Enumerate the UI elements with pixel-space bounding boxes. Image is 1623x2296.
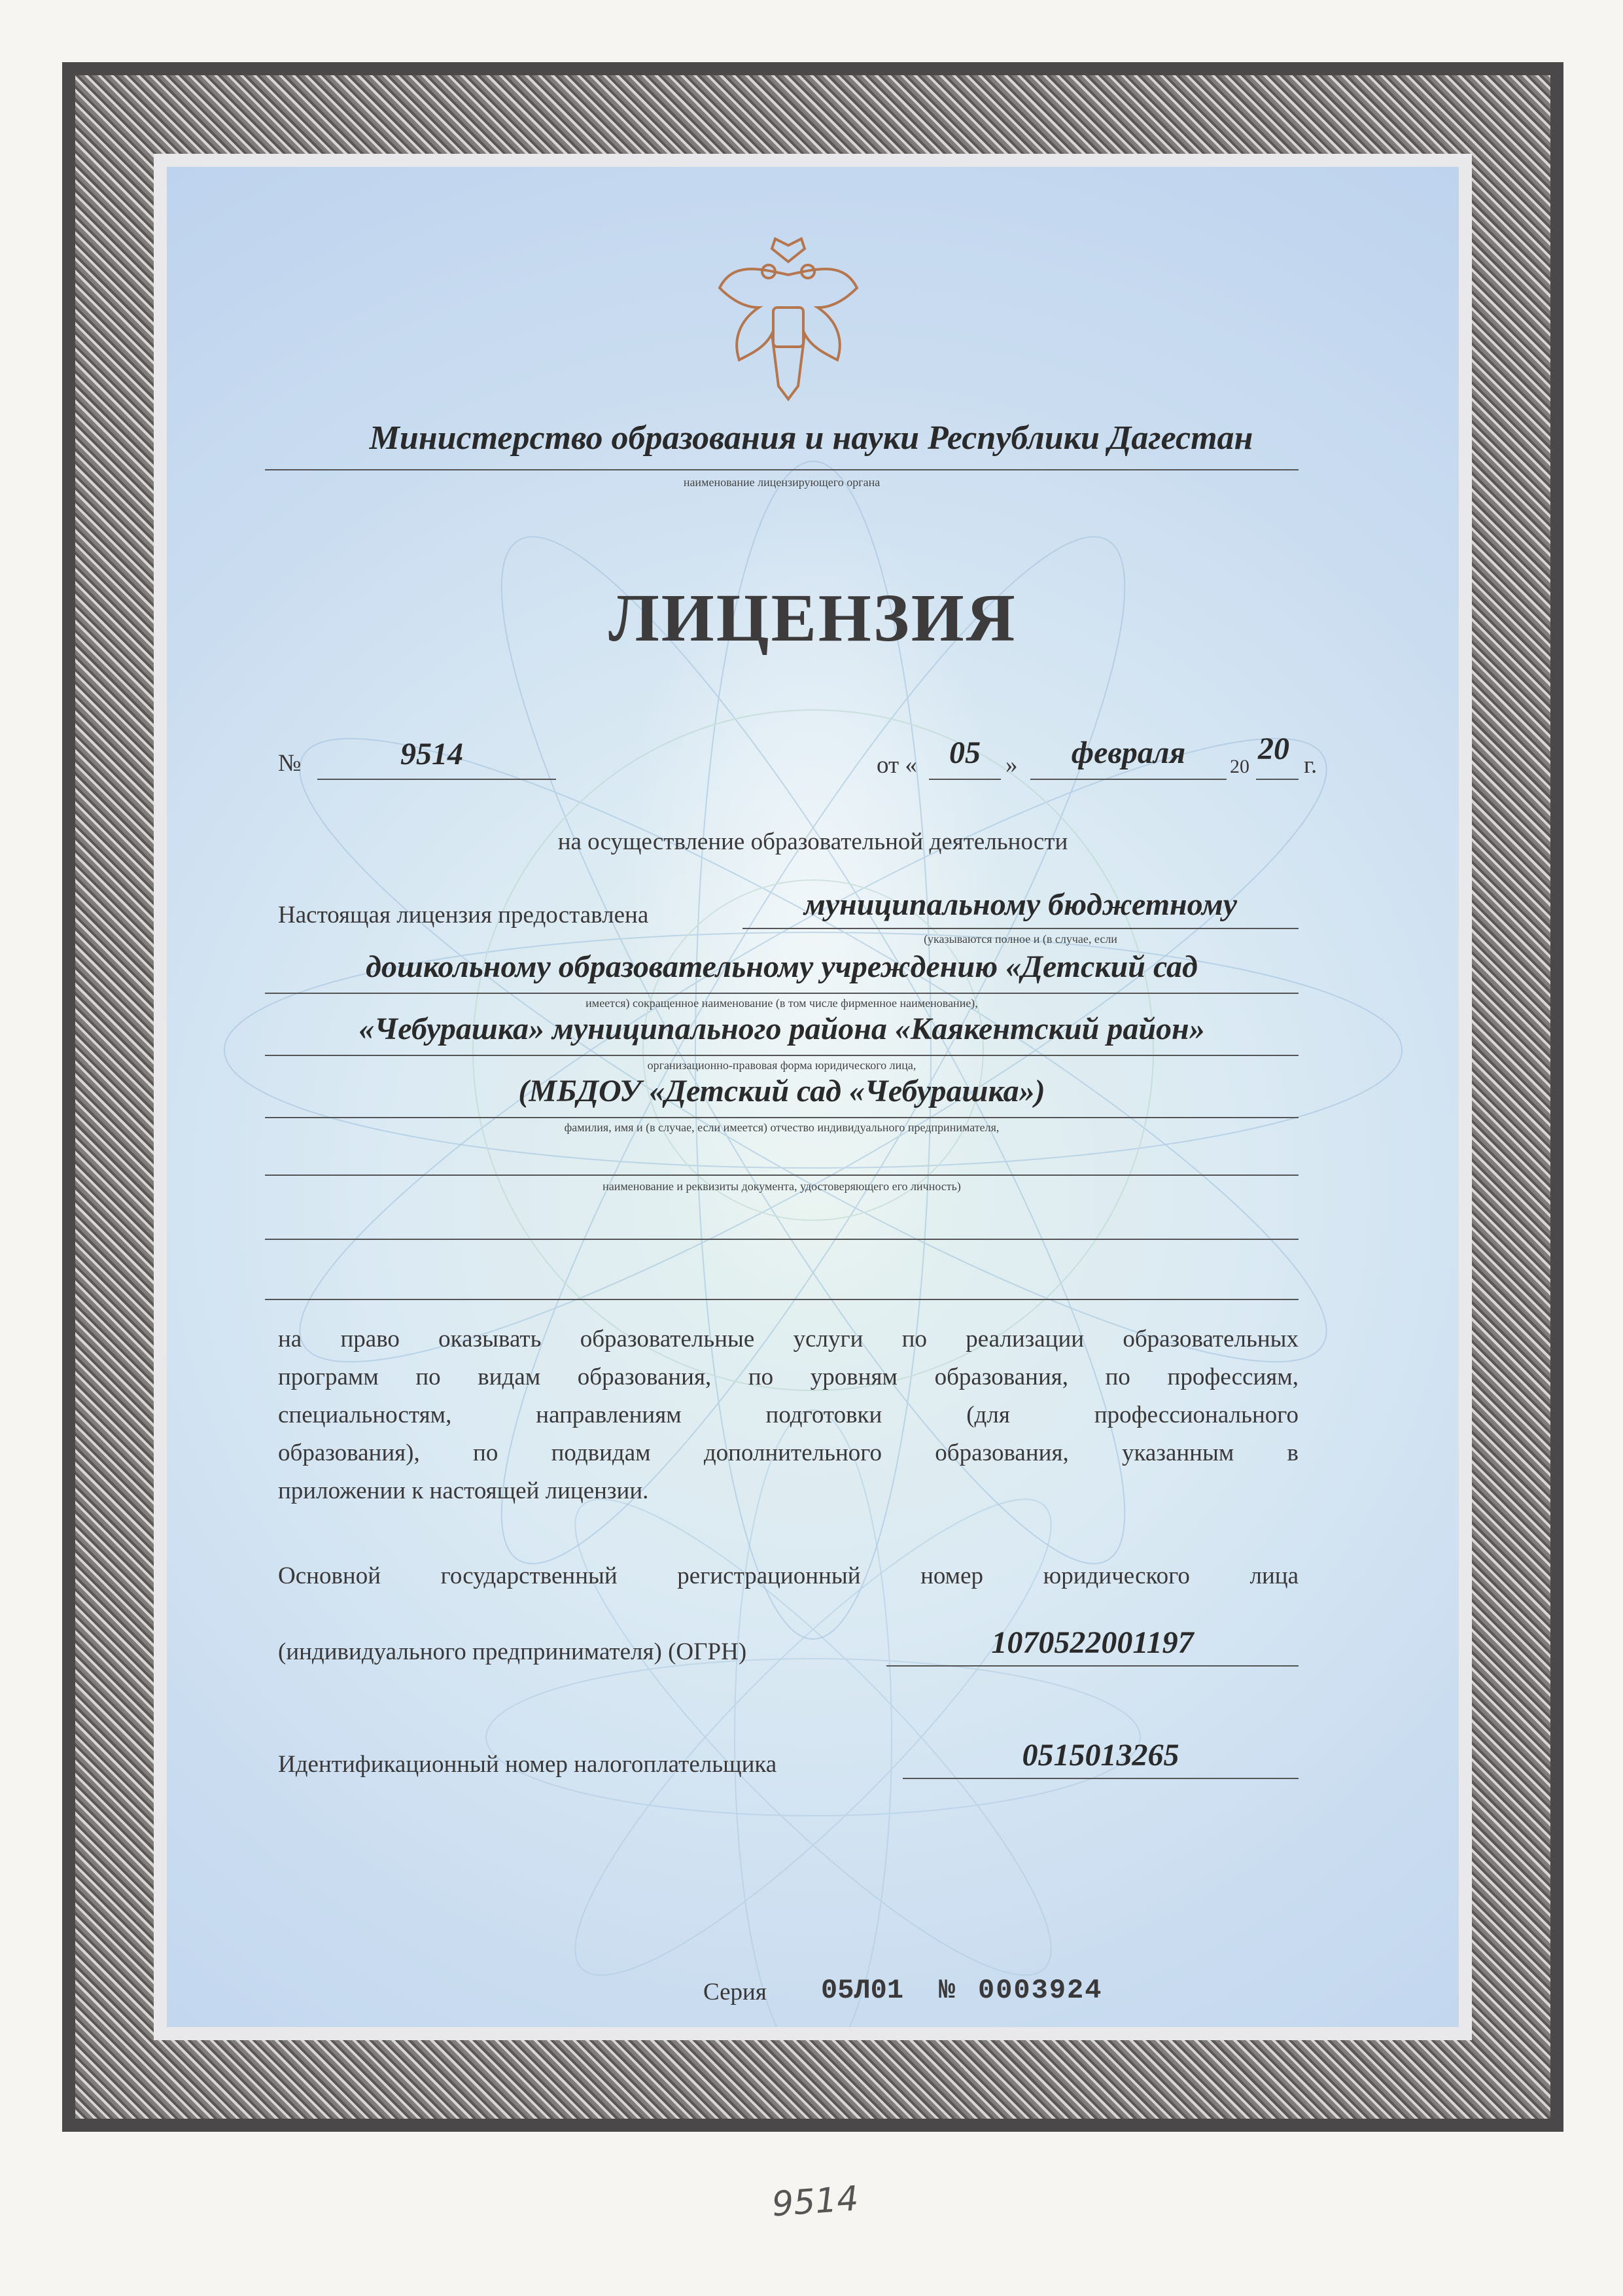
date-month: февраля: [1071, 735, 1186, 770]
grantee-line-3: «Чебурашка» муниципального района «Каякентский район»: [358, 1012, 1205, 1046]
series-label: Серия: [703, 1979, 767, 2005]
series-code: 05Л01: [821, 1975, 904, 2006]
licensing-authority-caption: наименование лицензирующего органа: [683, 476, 881, 489]
license-number: 9514: [400, 737, 463, 771]
series-number: 0003924: [978, 1975, 1103, 2006]
ogrn-label-line-2: (индивидуального предпринимателя) (ОГРН): [278, 1638, 747, 1665]
rights-line-4: образования), по подвидам дополнительного образования, указанным в: [278, 1439, 1299, 1466]
date-prefix: от «: [877, 752, 917, 779]
inn-label: Идентификационный номер налогоплательщика: [278, 1751, 777, 1778]
ogrn-label-line-1: Основной государственный регистрационный номер юридического лица: [278, 1563, 1299, 1589]
grantee-caption-1: (указываются полное и (в случае, если: [924, 932, 1117, 945]
licensing-authority-name: Министерство образования и науки Республики Дагестан: [369, 419, 1253, 457]
date-mid: »: [1005, 752, 1018, 779]
grantee-caption-3: организационно-правовая форма юридического лица,: [647, 1059, 916, 1072]
rights-line-5: приложении к настоящей лицензии.: [278, 1477, 649, 1504]
number-label: №: [278, 750, 302, 777]
ogrn-value: 1070522001197: [991, 1625, 1194, 1660]
rights-line-3: специальностям, направлениям подготовки (для профессионального: [278, 1402, 1299, 1428]
page-title: ЛИЦЕНЗИЯ: [608, 580, 1017, 656]
date-suffix: г.: [1304, 752, 1318, 779]
grantee-caption-5: наименование и реквизиты документа, удостоверяющего его личность): [602, 1180, 961, 1193]
grantee-caption-4: фамилия, имя и (в случае, если имеется) отчество индивидуального предпринимателя,: [564, 1121, 1000, 1134]
date-year-suffix: 20: [1258, 732, 1289, 766]
grantee-line-4: (МБДОУ «Детский сад «Чебурашка»): [518, 1074, 1045, 1108]
certificate-paper: [167, 167, 1459, 2027]
rights-line-1: на право оказывать образовательные услуги по реализации образовательных: [278, 1326, 1299, 1352]
grantee-intro: Настоящая лицензия предоставлена: [278, 902, 649, 928]
handwritten-note: 9514: [771, 2179, 860, 2225]
license-purpose: на осуществление образовательной деятельности: [557, 828, 1068, 855]
grantee-line-2: дошкольному образовательному учреждению «Детский сад: [366, 949, 1198, 984]
date-day: 05: [949, 735, 981, 770]
series-number-label: №: [939, 1975, 956, 2006]
grantee-caption-2: имеется) сокращенное наименование (в том числе фирменное наименование),: [585, 997, 978, 1010]
rights-line-2: программ по видам образования, по уровням образования, по профессиям,: [278, 1364, 1299, 1390]
coat-of-arms-emblem: [713, 236, 864, 412]
grantee-line-1: муниципальному бюджетному: [803, 887, 1238, 922]
inn-value: 0515013265: [1022, 1738, 1179, 1773]
date-year-prefix: 20: [1230, 756, 1249, 777]
